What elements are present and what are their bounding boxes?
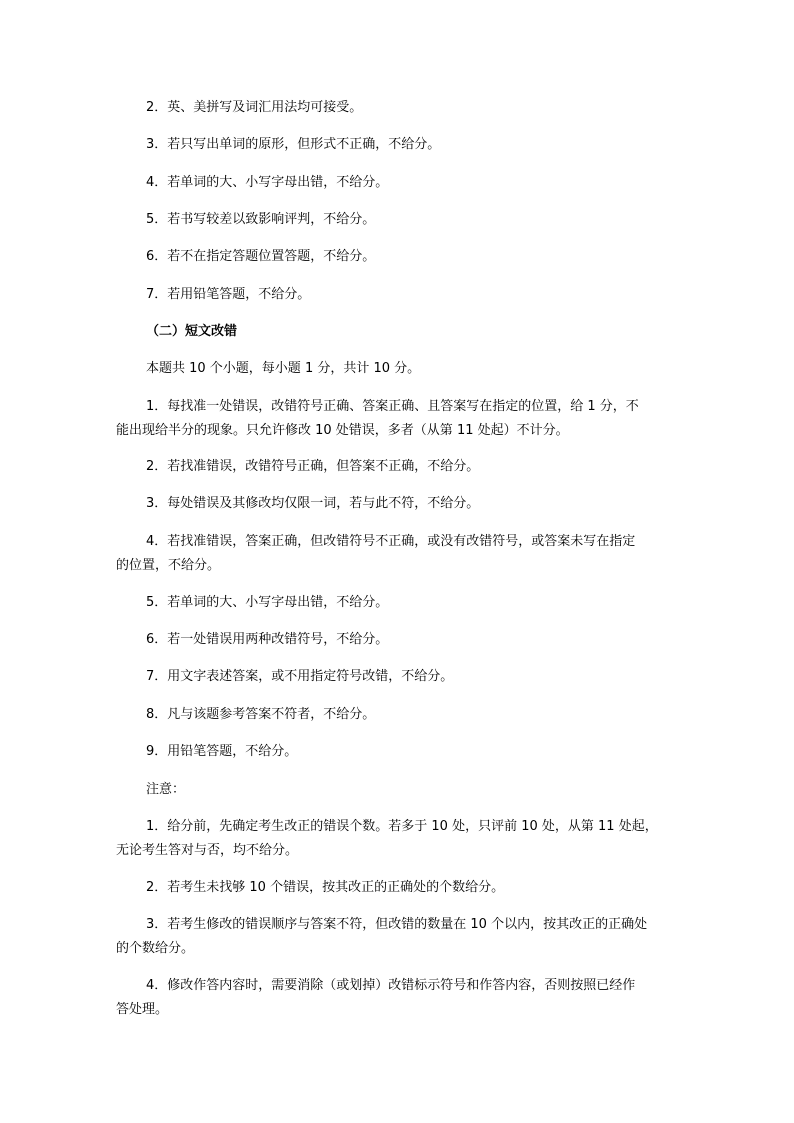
error-rule-5: 5．若单词的大、小写字母出错，不给分。 — [146, 595, 389, 610]
error-rule-9: 9．用铅笔答题，不给分。 — [146, 744, 298, 759]
note-label: 注意： — [146, 782, 186, 797]
note-3-line2: 的个数给分。 — [116, 941, 195, 956]
error-rule-8: 8．凡与该题参考答案不符者，不给分。 — [146, 707, 376, 722]
note-4-line1: 4．修改作答内容时，需要消除（或划掉）改错标示符号和作答内容，否则按照已经作 — [146, 978, 636, 993]
rule-item-3: 3．若只写出单词的原形，但形式不正确，不给分。 — [146, 137, 441, 152]
rule-item-2: 2．英、美拼写及词汇用法均可接受。 — [146, 100, 363, 115]
note-2: 2．若考生未找够 10 个错误，按其改正的正确处的个数给分。 — [146, 880, 505, 895]
section-heading: （二）短文改错 — [146, 324, 238, 339]
note-3-line1: 3．若考生修改的错误顺序与答案不符，但改错的数量在 10 个以内，按其改正的正确处 — [146, 917, 648, 932]
error-rule-3: 3．每处错误及其修改均仅限一词，若与此不符，不给分。 — [146, 496, 480, 511]
rule-item-4: 4．若单词的大、小写字母出错，不给分。 — [146, 175, 389, 190]
rule-item-7: 7．若用铅笔答题，不给分。 — [146, 287, 311, 302]
error-rule-1-line1: 1．每找准一处错误，改错符号正确、答案正确、且答案写在指定的位置，给 1 分，不 — [146, 399, 639, 414]
error-rule-1-line2: 能出现给半分的现象。只允许修改 10 处错误，多者（从第 11 处起）不计分。 — [116, 423, 569, 438]
note-1-line1: 1．给分前，先确定考生改正的错误个数。若多于 10 处，只评前 10 处，从第 11 处起， — [146, 819, 658, 834]
error-rule-6: 6．若一处错误用两种改错符号，不给分。 — [146, 632, 389, 647]
error-rule-4-line1: 4．若找准错误，答案正确，但改错符号不正确，或没有改错符号，或答案未写在指定 — [146, 534, 636, 549]
error-rule-7: 7．用文字表述答案，或不用指定符号改错，不给分。 — [146, 669, 454, 684]
error-rule-2: 2．若找准错误，改错符号正确，但答案不正确，不给分。 — [146, 459, 480, 474]
rule-item-5: 5．若书写较差以致影响评判，不给分。 — [146, 212, 376, 227]
note-4-line2: 答处理。 — [116, 1002, 169, 1017]
note-1-line2: 无论考生答对与否，均不给分。 — [116, 843, 299, 858]
rule-item-6: 6．若不在指定答题位置答题，不给分。 — [146, 249, 376, 264]
error-rule-4-line2: 的位置，不给分。 — [116, 558, 221, 573]
section-intro: 本题共 10 个小题，每小题 1 分，共计 10 分。 — [146, 361, 421, 376]
